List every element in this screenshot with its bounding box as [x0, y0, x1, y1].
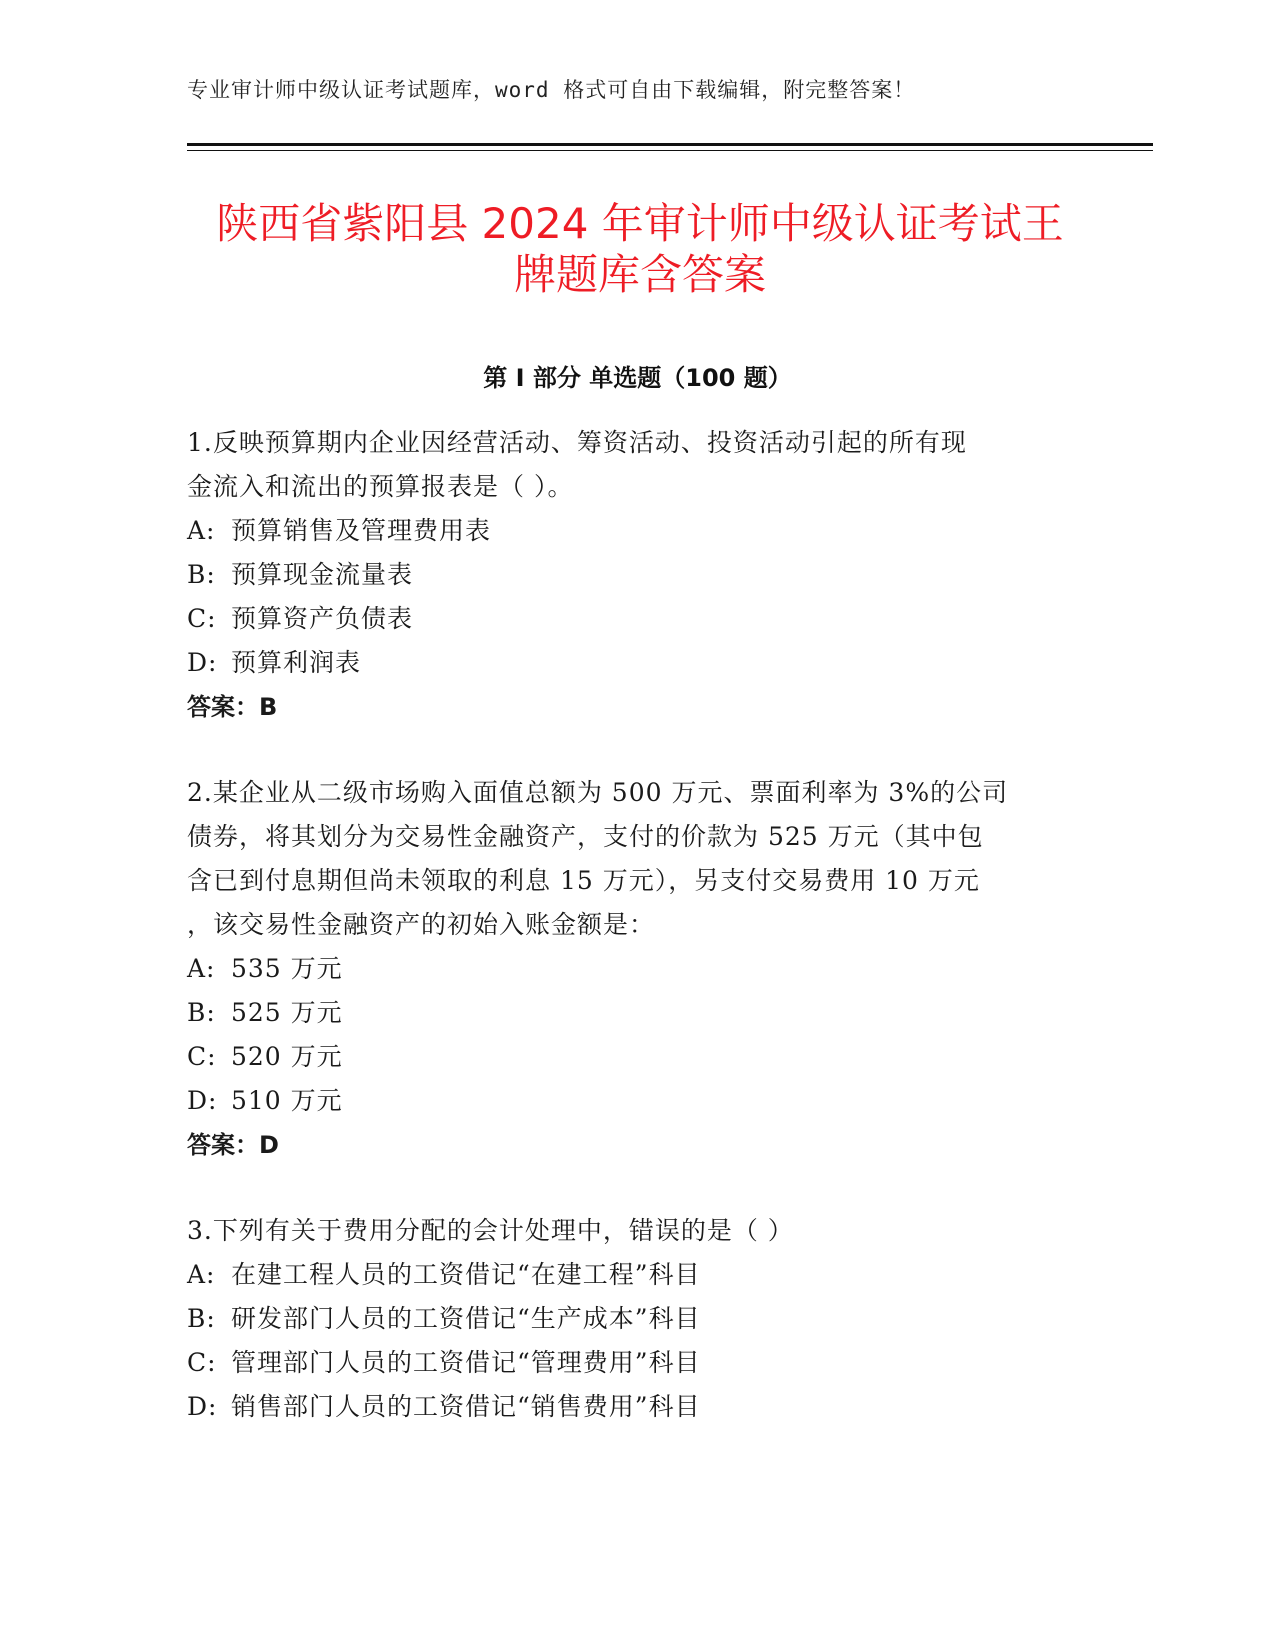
- option-text: 销售部门人员的工资借记“销售费用”科目: [231, 1392, 701, 1421]
- option-key: A:: [187, 954, 216, 983]
- option-key: D:: [187, 1086, 218, 1115]
- question-2-line-3: 含已到付息期但尚未领取的利息 15 万元），另支付交易费用 10 万元: [187, 866, 980, 895]
- option-key: C:: [187, 604, 217, 633]
- option-text: 535 万元: [231, 954, 343, 983]
- header-rule-thick: [187, 143, 1153, 146]
- question-1-option-d: [187, 648, 361, 678]
- question-1-line-1: 1.反映预算期内企业因经营活动、筹资活动、投资活动引起的所有现: [187, 428, 967, 457]
- option-key: A:: [187, 1260, 216, 1289]
- option-key: A:: [187, 516, 216, 545]
- question-2-answer: 答案：D: [187, 1131, 279, 1159]
- option-key: D:: [187, 1392, 218, 1421]
- question-2-option-a: [187, 954, 343, 984]
- question-2-line-1: 2.某企业从二级市场购入面值总额为 500 万元、票面利率为 3%的公司: [187, 778, 1009, 807]
- question-2-option-b: [187, 998, 343, 1028]
- question-2-line-4: ，该交易性金融资产的初始入账金额是：: [187, 910, 656, 939]
- question-1-option-a: [187, 516, 491, 546]
- question-2-option-c: [187, 1042, 343, 1072]
- option-key: D:: [187, 648, 218, 677]
- option-text: 预算现金流量表: [231, 560, 414, 589]
- option-text: 管理部门人员的工资借记“管理费用”科目: [231, 1348, 701, 1377]
- option-text: 在建工程人员的工资借记“在建工程”科目: [231, 1260, 701, 1289]
- header-note: 专业审计师中级认证考试题库，word 格式可自由下载编辑，附完整答案！: [187, 78, 916, 102]
- option-text: 预算利润表: [231, 648, 362, 677]
- title-line-2: 牌题库含答案: [513, 250, 766, 299]
- section-heading: 第 I 部分 单选题（100 题）: [483, 364, 792, 392]
- question-3-line-1: 3.下列有关于费用分配的会计处理中，错误的是（ ）: [187, 1216, 794, 1245]
- question-1-line-2: 金流入和流出的预算报表是（ ）。: [187, 472, 574, 501]
- option-key: C:: [187, 1042, 217, 1071]
- option-key: B:: [187, 560, 216, 589]
- option-text: 510 万元: [231, 1086, 343, 1115]
- question-2-option-d: [187, 1086, 343, 1116]
- option-text: 预算销售及管理费用表: [231, 516, 492, 545]
- question-3-option-a: [187, 1260, 701, 1290]
- option-key: B:: [187, 998, 216, 1027]
- option-text: 预算资产负债表: [231, 604, 414, 633]
- question-3-option-b: [187, 1304, 701, 1334]
- option-text: 520 万元: [231, 1042, 343, 1071]
- question-2-line-2: 债券，将其划分为交易性金融资产，支付的价款为 525 万元（其中包: [187, 822, 984, 851]
- header-rule-thin: [187, 150, 1153, 151]
- question-1-answer: 答案：B: [187, 693, 278, 721]
- option-text: 研发部门人员的工资借记“生产成本”科目: [231, 1304, 701, 1333]
- question-3-option-c: [187, 1348, 701, 1378]
- document-title: [160, 198, 1120, 300]
- question-1-option-b: [187, 560, 413, 590]
- question-1-option-c: [187, 604, 413, 634]
- option-key: B:: [187, 1304, 216, 1333]
- title-line-1: 陕西省紫阳县 2024 年审计师中级认证考试王: [216, 199, 1064, 248]
- option-key: C:: [187, 1348, 217, 1377]
- option-text: 525 万元: [231, 998, 343, 1027]
- question-3-option-d: [187, 1392, 701, 1422]
